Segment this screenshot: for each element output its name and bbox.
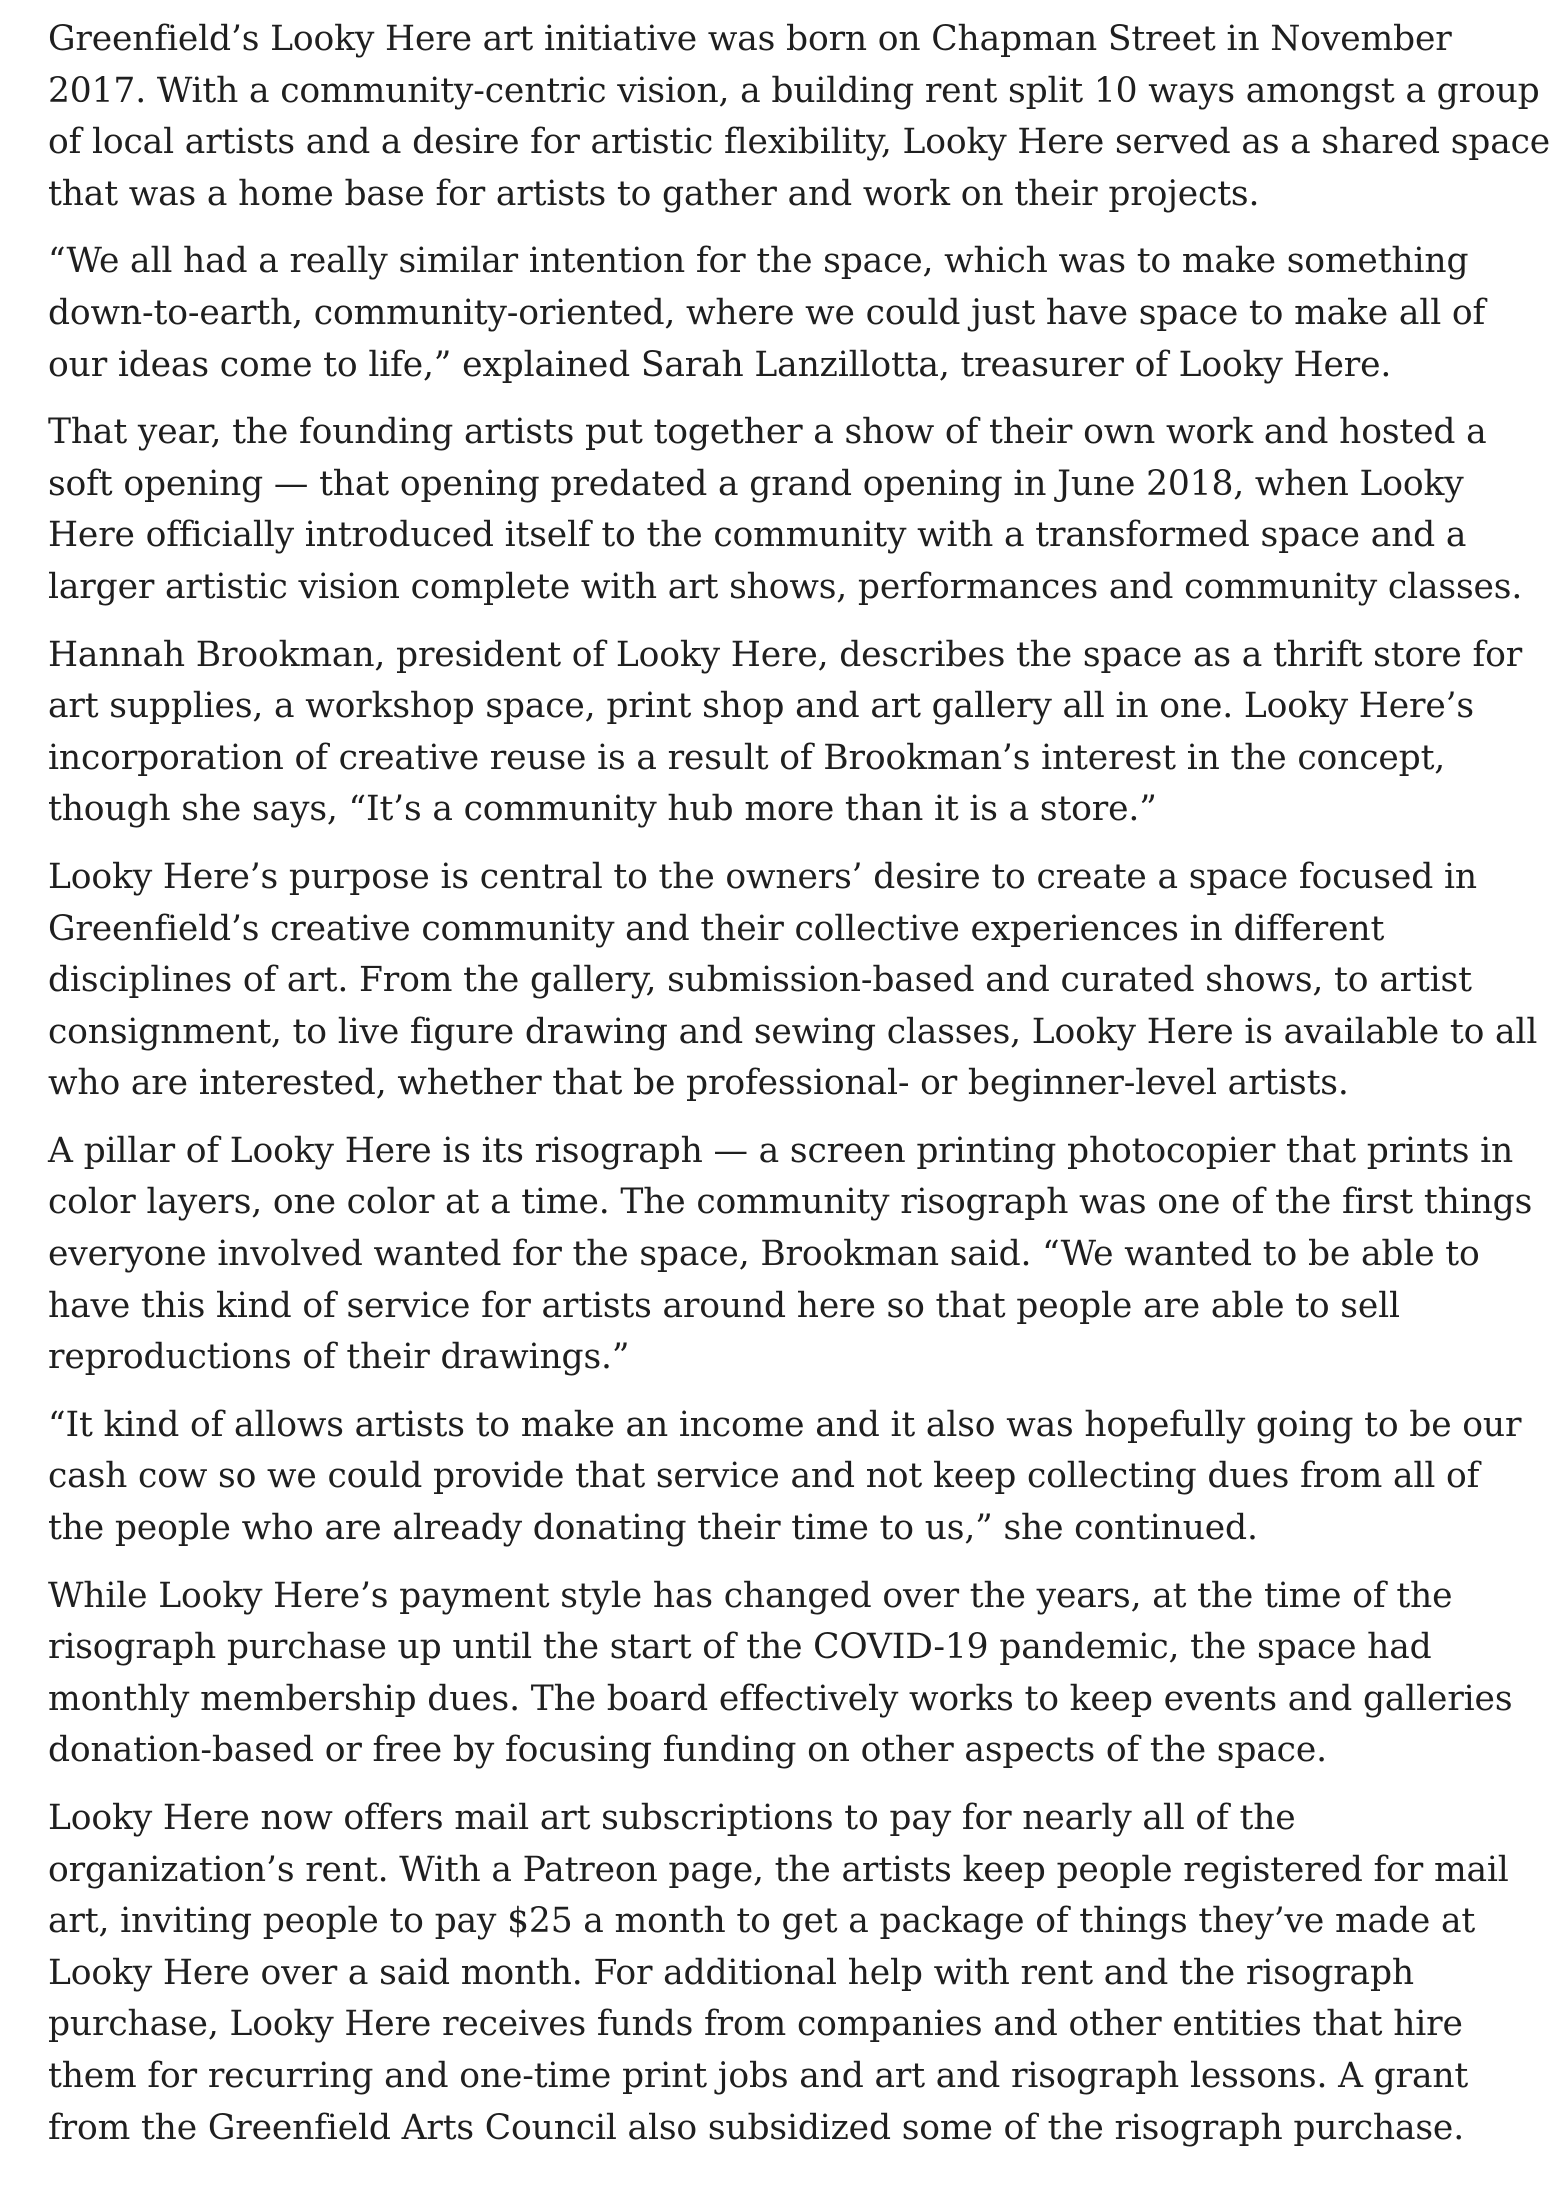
paragraph-line: monthly membership dues. The board effectively works to keep events and galleries [48,1678,1513,1719]
paragraph-line: While Looky Here’s payment style has changed over the years, at the time of the [48,1575,1453,1616]
paragraph-lanzillotta-quote [48,236,1548,391]
paragraph-line: our ideas come to life,” explained Sarah Lanzillotta, treasurer of Looky Here. [48,344,1392,385]
paragraph-purpose [48,852,1548,1110]
paragraph-grand-opening [48,407,1548,613]
paragraph-line: Looky Here over a said month. For additional help with rent and the risograph [48,1952,1414,1993]
paragraph-line: reproductions of their drawings.” [48,1337,630,1378]
paragraph-payment-style [48,1571,1548,1777]
paragraph-risograph [48,1126,1548,1384]
paragraph-line: That year, the founding artists put together a show of their own work and hosted a [48,412,1487,453]
paragraph-cash-cow-quote [48,1400,1548,1555]
article-body [48,14,1551,2170]
paragraph-line: from the Greenfield Arts Council also subsidized some of the risograph purchase. [48,2107,1465,2148]
paragraph-line: art, inviting people to pay $25 a month to get a package of things they’ve made at [48,1901,1476,1942]
paragraph-line: the people who are already donating their time to us,” she continued. [48,1508,1258,1549]
paragraph-line: Looky Here now offers mail art subscriptions to pay for nearly all of the [48,1798,1296,1838]
paragraph-brookman-description [48,630,1548,836]
paragraph-line: A pillar of Looky Here is its risograph — a screen printing photocopier that prints in [48,1130,1514,1171]
paragraph-line: donation-based or free by focusing funding on other aspects of the space. [48,1730,1327,1771]
paragraph-line: purchase, Looky Here receives funds from companies and other entities that hire [48,2004,1463,2045]
paragraph-line: have this kind of service for artists around here so that people are able to sell [48,1285,1400,1326]
paragraph-line: “It kind of allows artists to make an income and it also was hopefully going to be our [48,1404,1522,1445]
paragraph-line: everyone involved wanted for the space, Brookman said. “We wanted to be able to [48,1234,1480,1275]
paragraph-line: soft opening — that opening predated a grand opening in June 2018, when Looky [48,463,1464,504]
paragraph-line: though she says, “It’s a community hub more than it is a store.” [48,789,1157,830]
paragraph-line: art supplies, a workshop space, print shop and art gallery all in one. Looky Here’s [48,686,1474,727]
paragraph-line: Here officially introduced itself to the community with a transformed space and a [48,515,1467,556]
paragraph-line: color layers, one color at a time. The community risograph was one of the first things [48,1182,1533,1223]
paragraph-founding [48,14,1551,220]
paragraph-line: “We all had a really similar intention for the space, which was to make something [48,241,1469,282]
paragraph-line: 2017. With a community-centric vision, a building rent split 10 ways amongst a group [48,70,1540,111]
paragraph-mail-art [48,1793,1548,2154]
paragraph-line: Greenfield’s creative community and their collective experiences in different [48,908,1385,949]
paragraph-line: cash cow so we could provide that service and not keep collecting dues from all of [48,1456,1480,1497]
paragraph-line: of local artists and a desire for artistic flexibility, Looky Here served as a shared space [48,122,1551,163]
paragraph-line: disciplines of art. From the gallery, submission-based and curated shows, to artist [48,960,1472,1001]
paragraph-line: that was a home base for artists to gather and work on their projects. [48,173,1260,214]
paragraph-line: who are interested, whether that be professional- or beginner-level artists. [48,1063,1349,1104]
paragraph-line: consignment, to live figure drawing and sewing classes, Looky Here is available to all [48,1011,1538,1052]
paragraph-line: organization’s rent. With a Patreon page, the artists keep people registered for mail [48,1849,1509,1890]
paragraph-line: incorporation of creative reuse is a result of Brookman’s interest in the concept, [48,737,1446,778]
paragraph-line: Hannah Brookman, president of Looky Here, describes the space as a thrift store for [48,634,1523,675]
paragraph-line: larger artistic vision complete with art shows, performances and community classes. [48,566,1523,607]
paragraph-line: them for recurring and one-time print jobs and art and risograph lessons. A grant [48,2055,1469,2096]
paragraph-line: down-to-earth, community-oriented, where we could just have space to make all of [48,292,1486,333]
paragraph-line: Greenfield’s Looky Here art initiative was born on Chapman Street in November [48,19,1452,59]
paragraph-line: risograph purchase up until the start of the COVID-19 pandemic, the space had [48,1627,1432,1668]
paragraph-line: Looky Here’s purpose is central to the owners’ desire to create a space focused in [48,856,1477,897]
